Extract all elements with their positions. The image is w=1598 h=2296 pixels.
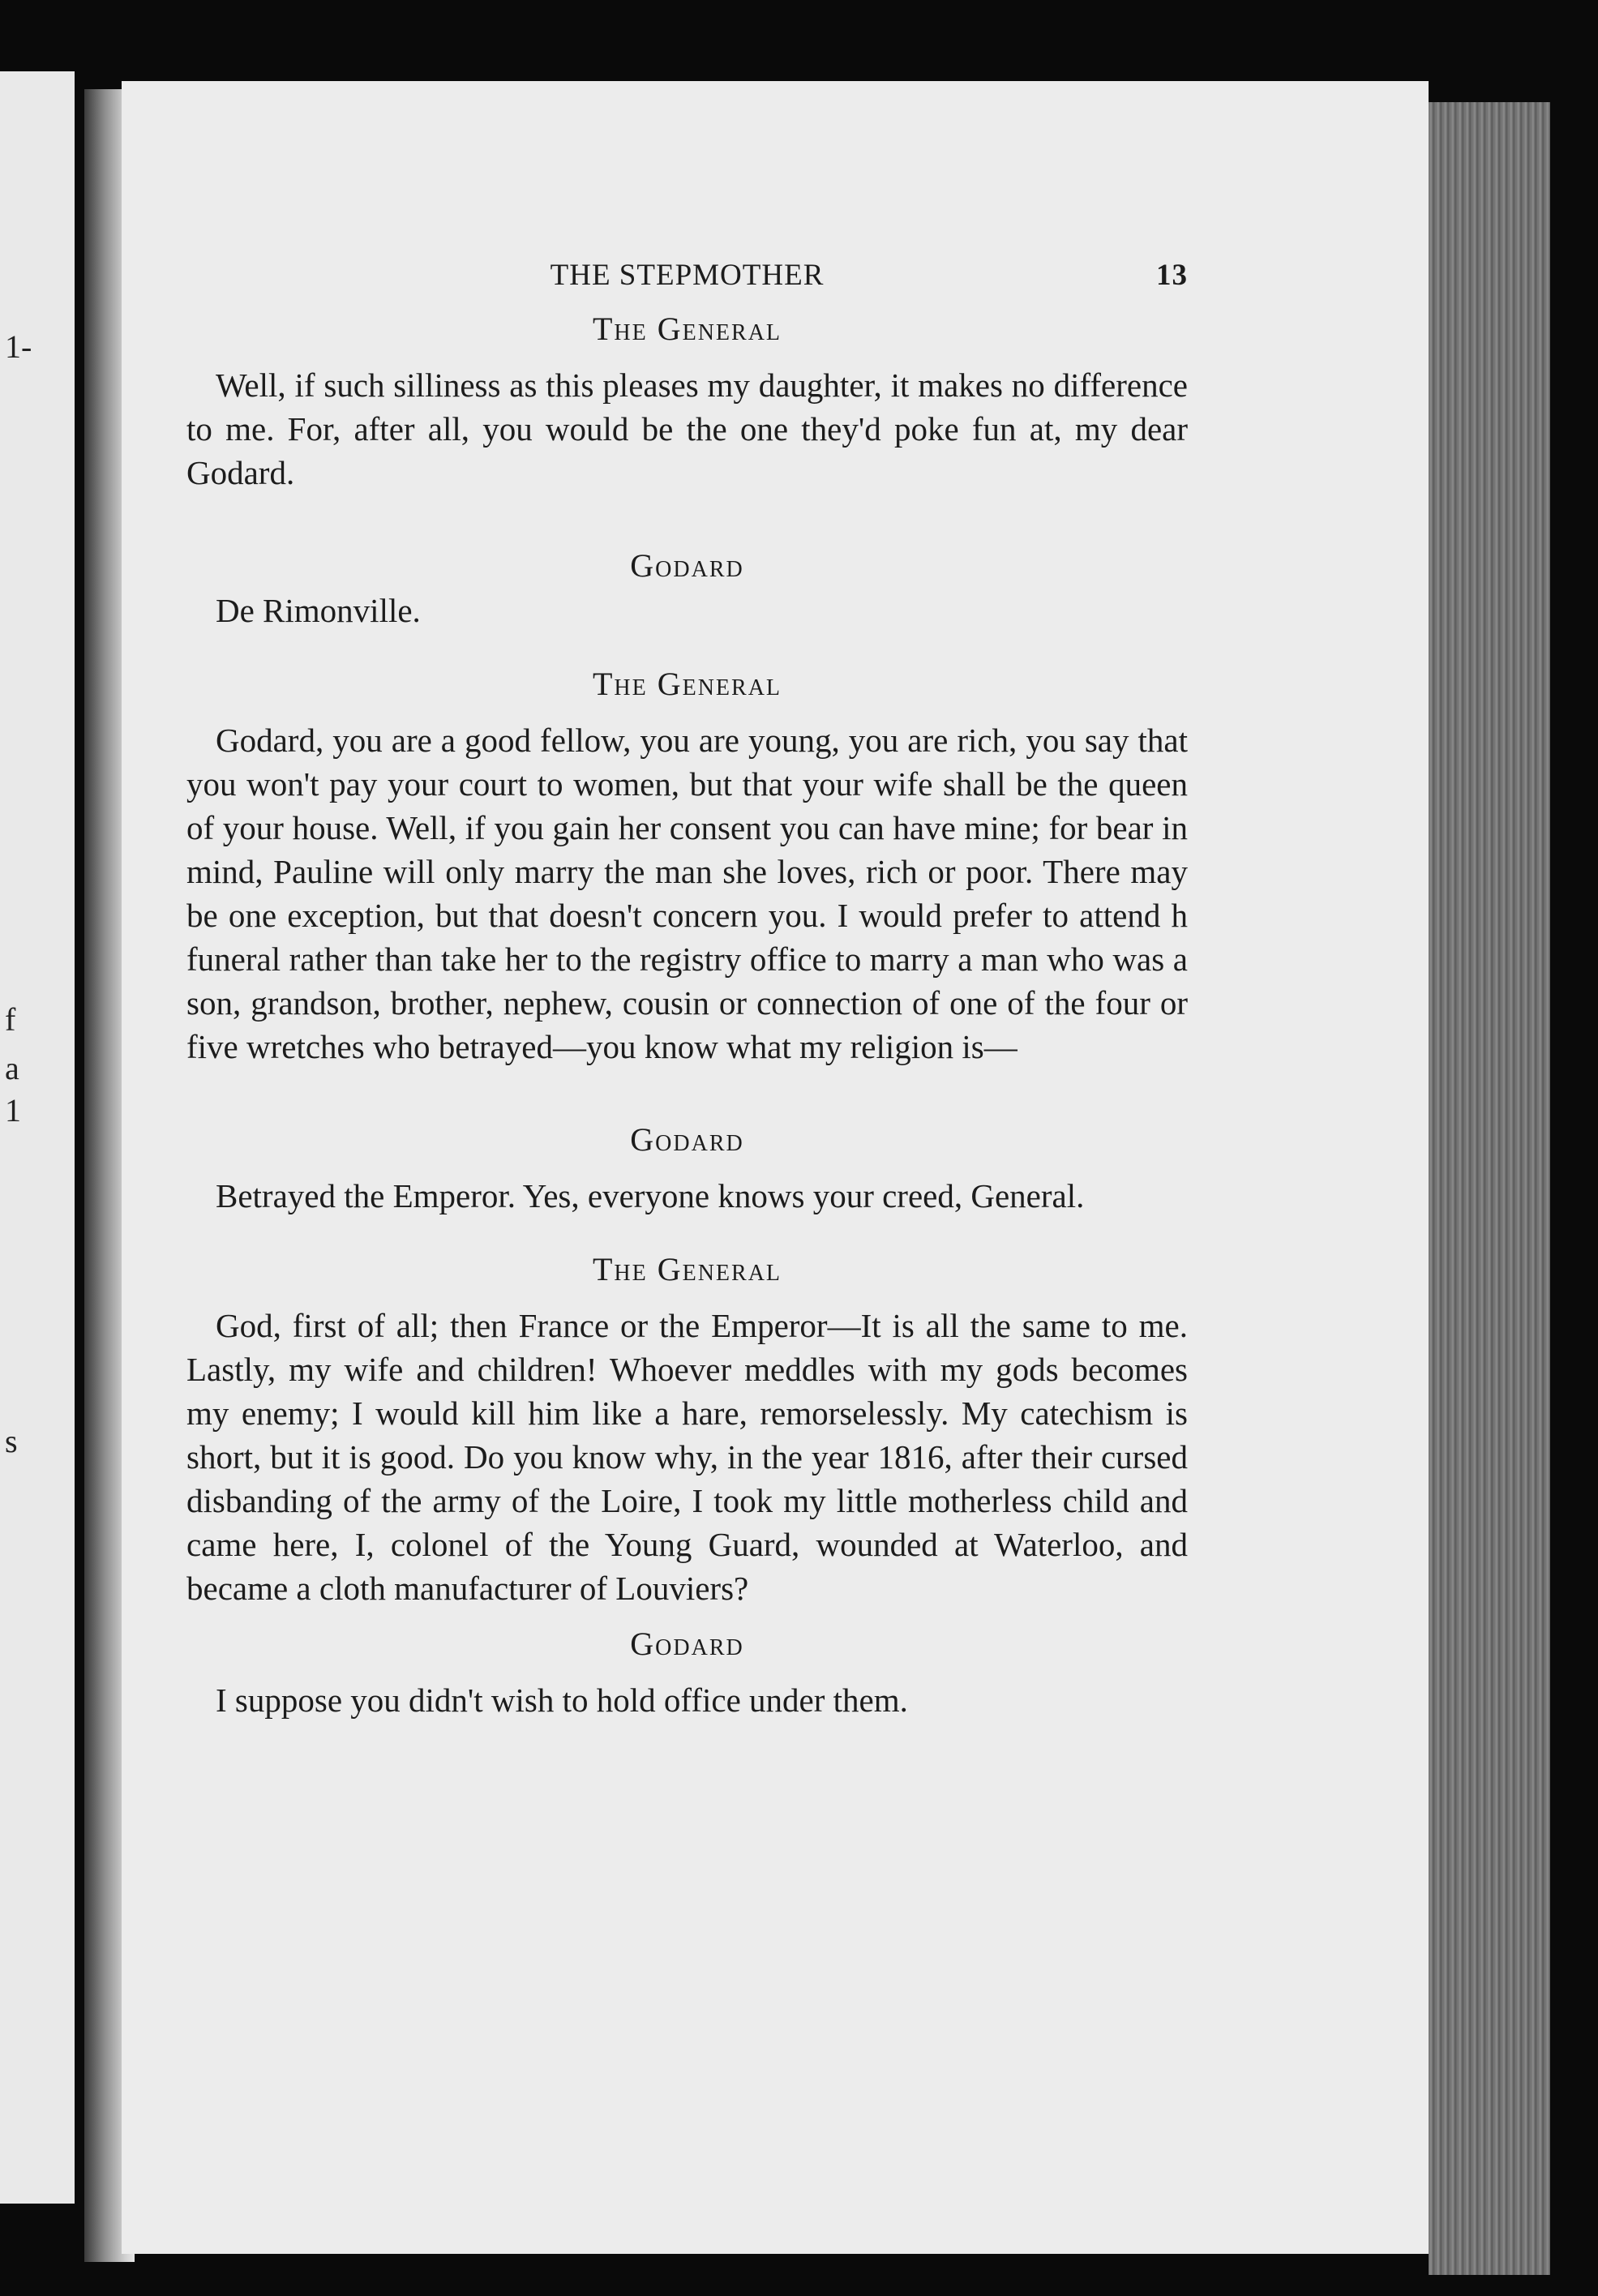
speech-text: Betrayed the Emperor. Yes, everyone knows your creed, General. bbox=[216, 1177, 1085, 1214]
margin-fragment: s bbox=[5, 1423, 18, 1459]
speech-text: Well, if such silliness as this pleases my daughter, it makes no difference to me. For, after all, you would be the one they'd poke fun at, my dear Godard. bbox=[186, 366, 1188, 491]
page-edges bbox=[1429, 102, 1550, 2275]
running-title: THE STEPMOTHER bbox=[550, 259, 825, 292]
speaker-name: The General bbox=[592, 666, 782, 702]
margin-fragment: 1- bbox=[5, 328, 32, 365]
speaker-name: The General bbox=[592, 1251, 782, 1287]
page-text bbox=[186, 258, 1188, 1722]
speech-text: God, first of all; then France or the Emperor—It is all the same to me. Lastly, my wife and children! Whoever meddles with my gods becomes my enemy; I would kill him like a hare, remorselessly. My catechism is short, but it is good. Do you know why, in the year 1816, after their cursed disbanding of the army of the Loire, I took my little motherless child and came here, I, colonel of the Young Guard, wounded at Waterloo, and became a cloth manufacturer of Louviers? bbox=[186, 1307, 1188, 1607]
speech-text: Godard, you are a good fellow, you are young, you are rich, you say that you won't pay your court to women, but that your wife shall be the queen of your house. Well, if you gain her consent you can have mine; for bear in mind, Pauline will only marry the man she loves, rich or poor. There may be one exception, but that doesn't concern you. I would prefer to attend h funeral rather than take her to the registry office to marry a man who was a son, grandson, brother, nephew, cousin or connection of one of the four or five wretches who betrayed—you know what my religion is— bbox=[186, 722, 1188, 1065]
running-header bbox=[186, 258, 1188, 306]
page-number: 13 bbox=[1156, 259, 1188, 292]
previous-page-edge bbox=[0, 71, 75, 2204]
speaker-name: The General bbox=[592, 311, 782, 347]
speaker-name: Godard bbox=[630, 1121, 744, 1158]
speaker-name: Godard bbox=[630, 1626, 744, 1662]
margin-fragment: 1 bbox=[5, 1092, 21, 1129]
speaker-name: Godard bbox=[630, 547, 744, 584]
margin-fragment: a bbox=[5, 1050, 19, 1086]
speech-text: De Rimonville. bbox=[216, 592, 421, 629]
speech-text: I suppose you didn't wish to hold office under them. bbox=[216, 1681, 908, 1719]
margin-fragment: f bbox=[5, 1001, 16, 1038]
